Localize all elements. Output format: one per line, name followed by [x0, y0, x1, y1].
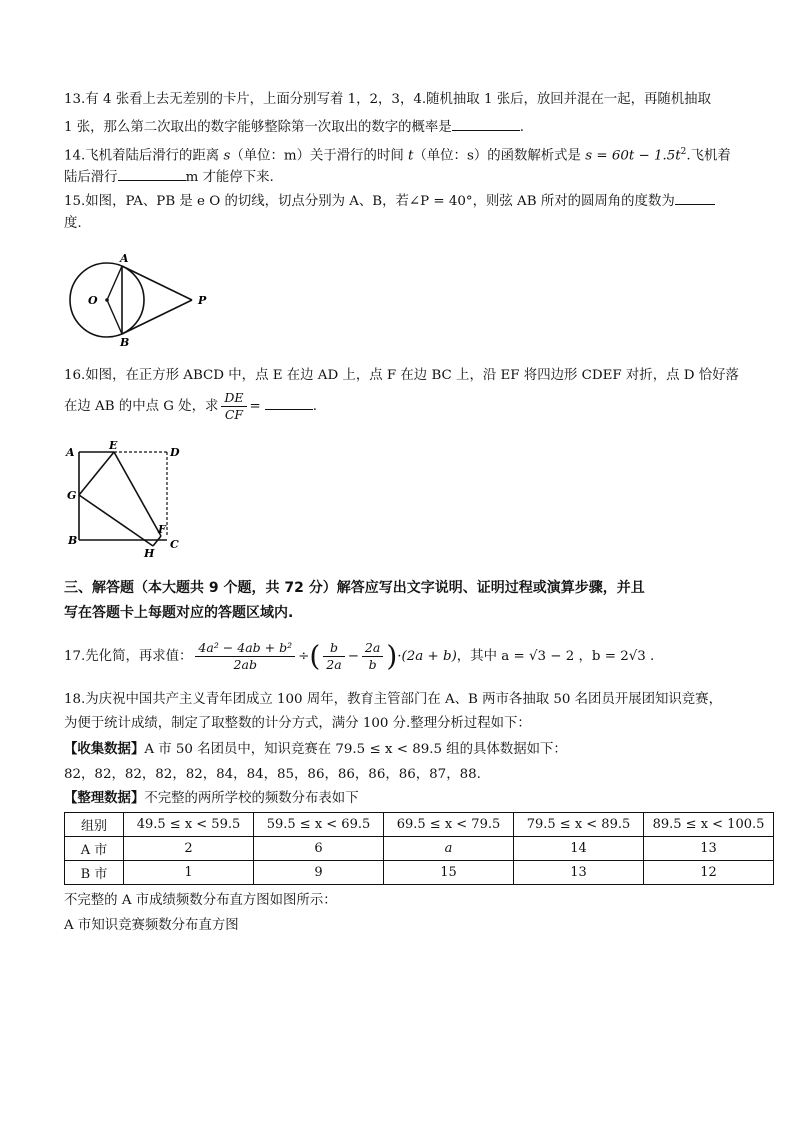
table-row	[65, 837, 774, 861]
q16-eq: =	[249, 399, 261, 414]
q17-rparen: )	[386, 639, 398, 673]
label-f: F	[158, 523, 166, 536]
q16-text: 在边 AB 的中点 G 处，求	[64, 399, 219, 414]
table-cell: a	[384, 837, 514, 861]
table-cell: 14	[514, 837, 644, 861]
q17-div: ÷	[298, 649, 310, 664]
table-cell: 2	[124, 837, 254, 861]
q14-text-c: （单位：s）的函数解析式是	[413, 148, 586, 164]
q18-data-line: 82，82，82，82，82，84，84，85，86，86，86，86，87，88.	[64, 767, 481, 782]
q17-dot: ·	[397, 649, 402, 664]
q18-organize	[64, 789, 359, 809]
q14-text-a: 14.飞机着陆后滑行的距离	[64, 148, 224, 164]
table-cell: 1	[124, 861, 254, 885]
q18-line2: 为便于统计成绩，制定了取整数的计分方式，满分 100 分.整理分析过程如下：	[64, 716, 531, 731]
q14-formula: s = 60t − 1.5t	[585, 148, 681, 164]
q17-num1: 4a² − 4ab + b²	[195, 640, 295, 657]
label-d: D	[170, 446, 180, 459]
q13-line1: 13.有 4 张看上去无差别的卡片，上面分别写着 1，2，3，4.随机抽取 1 张后，放回并混在一起，再随机抽取	[64, 92, 711, 107]
q17-den2: 2a	[326, 657, 342, 672]
q15-line1	[64, 190, 715, 212]
label-a: A	[66, 446, 75, 459]
q14-var-s: s	[223, 148, 231, 164]
q17-num3: 2a	[362, 640, 383, 657]
q14-line1	[64, 142, 731, 166]
q17-prefix: 17.先化简，再求值：	[64, 649, 193, 664]
q15-figure	[60, 250, 220, 350]
q14-exponent: 2	[680, 147, 687, 157]
label-b: B	[68, 534, 78, 547]
table-row	[65, 861, 774, 885]
q14-line2-a: 陆后滑行	[64, 170, 118, 185]
q16-end: .	[312, 399, 318, 414]
table-header-cell: 69.5 ≤ x < 79.5	[384, 813, 514, 837]
organize-tag: 【整理数据】	[64, 791, 145, 806]
q17-den1: 2ab	[233, 657, 257, 672]
label-o: O	[88, 294, 98, 307]
table-cell: 13	[514, 861, 644, 885]
q15-answer-blank	[675, 190, 715, 205]
q13-line2	[64, 116, 524, 138]
table-header-cell: 49.5 ≤ x < 59.5	[124, 813, 254, 837]
table-header-cell: 79.5 ≤ x < 89.5	[514, 813, 644, 837]
q18-line1: 18.为庆祝中国共产主义青年团成立 100 周年，教育主管部门在 A、B 两市各抽取 50 名团员开展团知识竞赛，	[64, 692, 722, 707]
q16-fraction	[221, 390, 246, 423]
q13-line2-text: 1 张，那么第二次取出的数字能够整除第一次取出的数字的概率是	[64, 120, 452, 135]
q14-line2	[64, 166, 274, 188]
table-header-cell: 89.5 ≤ x < 100.5	[644, 813, 774, 837]
q16-line1: 16.如图，在正方形 ABCD 中，点 E 在边 AD 上，点 F 在边 BC 上，沿 EF 将四边形 CDEF 对折，点 D 恰好落	[64, 368, 739, 383]
table-cell: 12	[644, 861, 774, 885]
q17	[64, 638, 654, 676]
q17-frac3	[362, 640, 383, 673]
table-cell: 15	[384, 861, 514, 885]
q16-line2	[64, 390, 317, 424]
q18-collect	[64, 740, 567, 760]
collect-tag: 【收集数据】	[64, 742, 145, 757]
label-c: C	[170, 538, 179, 551]
label-e: E	[109, 440, 118, 452]
label-g: G	[67, 489, 77, 502]
q18-after-table: 不完整的 A 市成绩频数分布直方图如图所示：	[64, 893, 337, 908]
q17-lparen: (	[309, 639, 321, 673]
label-h: H	[144, 547, 155, 560]
q17-tail: (2a + b)	[401, 649, 457, 664]
q16-answer-blank	[265, 395, 313, 410]
label-b: B	[120, 336, 130, 349]
q17-num2: b	[323, 640, 344, 657]
section3-line2: 写在答题卡上每题对应的答题区域内.	[64, 605, 294, 621]
q13-answer-blank	[452, 116, 520, 131]
collect-text: A 市 50 名团员中，知识竞赛在 79.5 ≤ x < 89.5 组的具体数据如下：	[144, 742, 567, 757]
section3-line1: 三、解答题（本大题共 9 个题，共 72 分）解答应写出文字说明、证明过程或演算步骤，并且	[64, 580, 645, 596]
q15-line2: 度.	[64, 216, 82, 231]
table-cell: 6	[254, 837, 384, 861]
q16-figure	[64, 440, 194, 560]
label-a: A	[120, 252, 129, 265]
table-header-cell: 组别	[65, 813, 124, 837]
q14-var-t: t	[408, 148, 414, 164]
q18-hist-title: A 市知识竞赛频数分布直方图	[64, 918, 239, 933]
label-p: P	[198, 294, 207, 307]
table-cell: A 市	[65, 837, 124, 861]
q14-answer-blank	[118, 166, 186, 181]
q17-condition: ，其中 a = √3 − 2 ，b = 2√3 .	[456, 649, 655, 664]
q14-line2-b: m 才能停下来.	[185, 170, 274, 185]
table-header-cell: 59.5 ≤ x < 69.5	[254, 813, 384, 837]
q17-frac1	[195, 640, 295, 673]
q13-end: .	[519, 120, 524, 135]
q17-frac2	[323, 640, 344, 673]
organize-text: 不完整的两所学校的频数分布表如下	[144, 791, 359, 806]
q16-den: CF	[224, 407, 244, 422]
q17-minus: −	[347, 649, 359, 664]
table-cell: B 市	[65, 861, 124, 885]
q17-den3: b	[368, 657, 377, 672]
q16-num: DE	[221, 390, 246, 407]
table-cell: 13	[644, 837, 774, 861]
q14-text-d: .飞机着	[686, 148, 731, 164]
q15-text: 15.如图，PA、PB 是 e O 的切线，切点分别为 A、B，若∠P = 40°，则弦 AB 所对的圆周角的度数为	[64, 194, 675, 209]
table-cell: 9	[254, 861, 384, 885]
frequency-table	[64, 812, 774, 885]
table-header-row	[65, 813, 774, 837]
q14-text-b: （单位：m）关于滑行的时间	[230, 148, 408, 164]
